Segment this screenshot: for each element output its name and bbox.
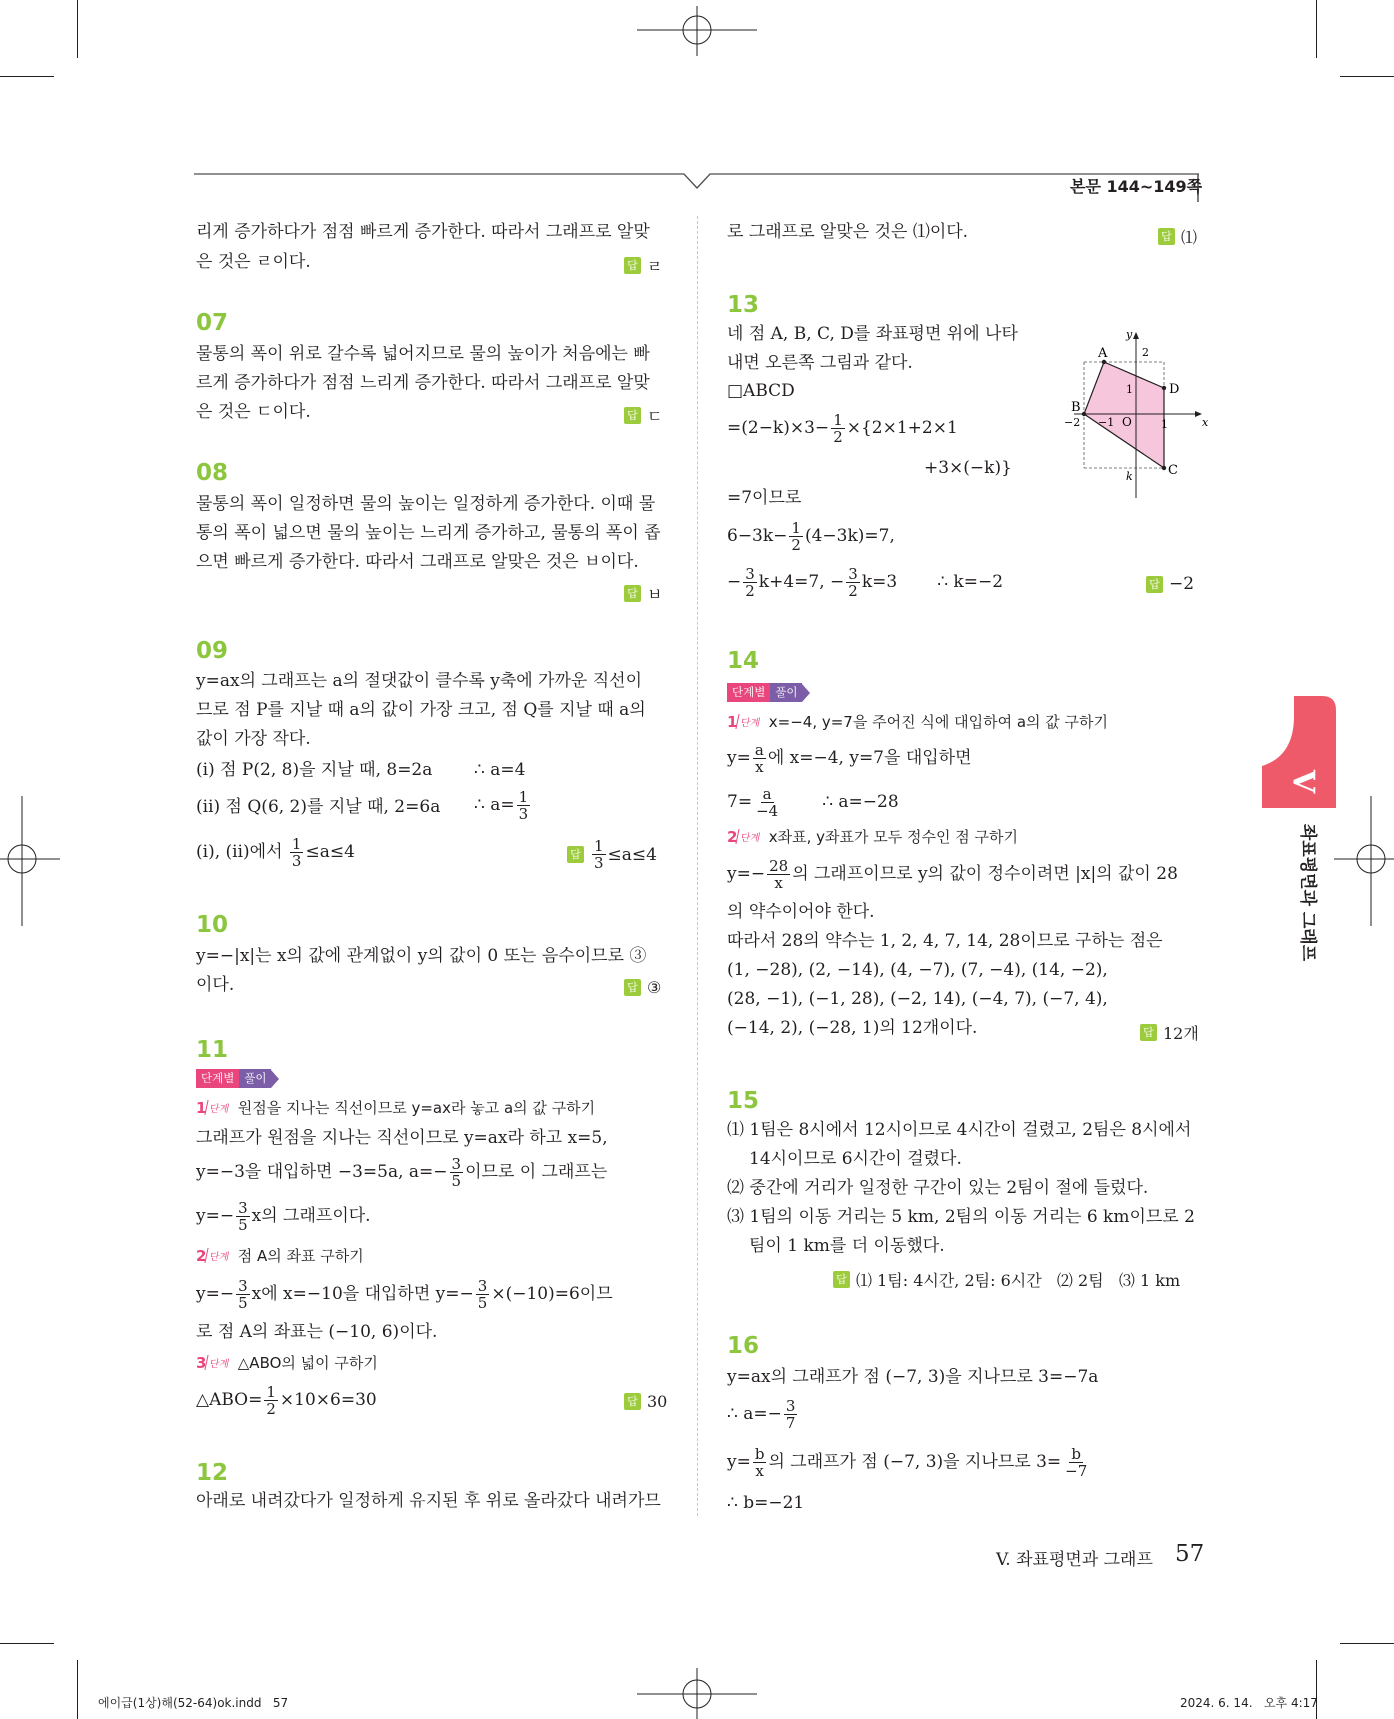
- fraction: $\frac{3}{5}$: [238, 1277, 248, 1312]
- text-line: y= $\frac{a}{x}$ 에 x=−4, y=7을 대입하면: [727, 741, 972, 776]
- tick-label: 2: [1142, 346, 1149, 359]
- text-line: y=− $\frac{28}{x}$ 의 그래프이므로 y의 값이 정수이려면 |x|의 값이 28: [727, 857, 1178, 892]
- answer: 답 30: [624, 1392, 667, 1411]
- case-result: ∴ a=4: [474, 760, 526, 780]
- coordinate-graph: [1062, 322, 1210, 502]
- answer: 답 $\frac{1}{3}$ ≤a≤4: [567, 838, 657, 871]
- fraction: $\frac{3}{2}$: [848, 565, 858, 600]
- problem-number: 14: [727, 648, 760, 674]
- text-line: 따라서 28의 약수는 1, 2, 4, 7, 14, 28이므로 구하는 점은: [727, 931, 1163, 951]
- intro-line: 은 것은 ㄹ이다.: [196, 252, 311, 272]
- answer-badge: 답: [1140, 1024, 1157, 1041]
- crop-mark: [1316, 0, 1317, 58]
- text-line: 이다.: [196, 975, 235, 995]
- problem-number: 09: [196, 638, 229, 664]
- tick-label: −2: [1064, 416, 1081, 429]
- crop-mark: [0, 76, 54, 77]
- registration-mark-bottom: [637, 1668, 757, 1719]
- text-line: 팀이 1 km를 더 이동했다.: [749, 1236, 945, 1256]
- chapter-title: 좌표평면과 그래프: [1297, 823, 1318, 962]
- crop-mark: [0, 1643, 54, 1644]
- problem-number: 08: [196, 460, 229, 486]
- text-line: y=− $\frac{3}{5}$ x에 x=−10을 대입하면 y=− $\frac{3}{5}$ ×(−10)=6이므: [196, 1277, 613, 1312]
- fraction: $\frac{1}{3}$: [518, 788, 529, 823]
- case-line: (ⅱ) 점 Q(6, 2)를 지날 때, 2=6a: [196, 797, 441, 817]
- answer-badge: 답: [624, 585, 641, 602]
- tick-label: 1: [1126, 383, 1133, 396]
- text-line: 내면 오른쪽 그림과 같다.: [727, 353, 913, 373]
- answer: 답 ③: [624, 978, 661, 997]
- text-line: □ABCD: [727, 381, 795, 401]
- text-line: 물통의 폭이 일정하면 물의 높이는 일정하게 증가한다. 이때 물: [196, 494, 656, 514]
- crop-mark: [77, 0, 78, 58]
- fraction: $\frac{3}{5}$: [451, 1155, 462, 1190]
- tick-label: 1: [1161, 418, 1168, 431]
- step-heading: 2 단계 점 A의 좌표 구하기: [196, 1246, 364, 1265]
- text-line: 6−3k− $\frac{1}{2}$ (4−3k)=7,: [727, 519, 895, 554]
- text-line: ⑵ 중간에 거리가 일정한 구간이 있는 2팀이 절에 들렀다.: [727, 1178, 1149, 1198]
- answer-badge: 답: [1158, 228, 1175, 245]
- crop-mark: [77, 1660, 78, 1719]
- text-line: 물통의 폭이 위로 갈수록 넓어지므로 물의 높이가 처음에는 빠: [196, 344, 650, 364]
- registration-mark-top: [637, 6, 757, 56]
- step-solution-badge: 단계별 풀이: [727, 683, 810, 702]
- y-axis-label: y: [1126, 328, 1133, 341]
- text-line: 네 점 A, B, C, D를 좌표평면 위에 나타: [727, 324, 1018, 344]
- fraction: $\frac{3}{5}$: [238, 1199, 248, 1234]
- problem-number: 16: [727, 1333, 760, 1359]
- fraction: $\frac{b}{x}$: [754, 1445, 765, 1480]
- answer-badge: 답: [624, 257, 641, 274]
- answer: 답 12개: [1140, 1021, 1199, 1044]
- point-label-c: C: [1168, 463, 1178, 478]
- point-label-d: D: [1169, 382, 1180, 397]
- step-heading: 2 단계 x좌표, y좌표가 모두 정수인 점 구하기: [727, 827, 1018, 846]
- step-heading: 1 단계 x=−4, y=7을 주어진 식에 대입하여 a의 값 구하기: [727, 712, 1108, 731]
- text-line: (−14, 2), (−28, 1)의 12개이다.: [727, 1018, 978, 1038]
- text-line: 값이 가장 작다.: [196, 729, 311, 749]
- text-line: (1, −28), (2, −14), (4, −7), (7, −4), (14, −2),: [727, 960, 1108, 980]
- problem-number: 15: [727, 1088, 760, 1114]
- problem-number: 13: [727, 292, 760, 318]
- text-line: 통의 폭이 넓으면 물의 높이는 느리게 증가하고, 물통의 폭이 좁: [196, 523, 661, 543]
- text-line: 아래로 내려갔다가 일정하게 유지된 후 위로 올라갔다 내려가므: [196, 1491, 661, 1511]
- text-line: 므로 점 P를 지날 때 a의 값이 가장 크고, 점 Q를 지날 때 a의: [196, 700, 646, 720]
- answer-badge: 답: [624, 1393, 641, 1410]
- answer-badge: 답: [567, 846, 584, 863]
- step-heading: 3 단계 △ABO의 넓이 구하기: [196, 1353, 378, 1372]
- answer-badge: 답: [1146, 576, 1163, 593]
- text-line: 로 점 A의 좌표는 (−10, 6)이다.: [196, 1322, 438, 1342]
- fraction: $\frac{a}{-4}$: [756, 785, 779, 820]
- fraction: $\frac{a}{x}$: [754, 741, 764, 776]
- fraction: $\frac{3}{2}$: [745, 565, 755, 600]
- intro-line: 로 그래프로 알맞은 것은 ⑴이다.: [727, 222, 969, 242]
- fraction: $\frac{b}{-7}$: [1065, 1445, 1088, 1480]
- text-line: y= $\frac{b}{x}$ 의 그래프가 점 (−7, 3)을 지나므로 3= $\frac{b}{-7}$: [727, 1445, 1088, 1480]
- answer: 답 ㄷ: [624, 404, 662, 427]
- fraction: $\frac{1}{3}$: [291, 835, 302, 870]
- problem-number: 12: [196, 1460, 229, 1486]
- column-divider: [697, 216, 698, 1516]
- footer-chapter: V. 좌표평면과 그래프: [996, 1550, 1153, 1570]
- text-line: y=−|x|는 x의 값에 관계없이 y의 값이 0 또는 음수이므로 ③: [196, 946, 647, 966]
- text-line: 은 것은 ㄷ이다.: [196, 402, 311, 422]
- fraction: $\frac{1}{2}$: [266, 1383, 276, 1418]
- text-line: 르게 증가하다가 점점 느리게 증가한다. 따라서 그래프로 알맞: [196, 373, 650, 393]
- crop-mark: [1340, 76, 1394, 77]
- fraction: $\frac{3}{7}$: [785, 1397, 796, 1432]
- point-label-b: B: [1071, 400, 1081, 415]
- case-line: (ⅰ) 점 P(2, 8)을 지날 때, 8=2a: [196, 760, 433, 780]
- fraction: $\frac{1}{2}$: [833, 411, 843, 446]
- text-line: y=−3을 대입하면 −3=5a, a=− $\frac{3}{5}$ 이므로 이 그래프는: [196, 1155, 608, 1190]
- fraction: $\frac{3}{5}$: [477, 1277, 488, 1312]
- text-line: 그래프가 원점을 지나는 직선이므로 y=ax라 하고 x=5,: [196, 1128, 608, 1148]
- tick-label: −1: [1098, 416, 1115, 429]
- chapter-roman: V: [1285, 769, 1321, 794]
- text-line: 으면 빠르게 증가한다. 따라서 그래프로 알맞은 것은 ㅂ이다.: [196, 552, 639, 572]
- text-line: 14시이므로 6시간이 걸렸다.: [749, 1149, 962, 1169]
- answer: 답 ⑴ 1팀: 4시간, 2팀: 6시간 ⑵ 2팀 ⑶ 1 km: [833, 1268, 1180, 1291]
- problem-number: 11: [196, 1037, 229, 1063]
- text-line: 7= $\frac{a}{-4}$ ∴ a=−28: [727, 785, 899, 820]
- point-label-a: A: [1098, 346, 1108, 361]
- text-line: ⑶ 1팀의 이동 거리는 5 km, 2팀의 이동 거리는 6 km이므로 2: [727, 1207, 1195, 1227]
- problem-number: 10: [196, 912, 229, 938]
- conclusion: (ⅰ), (ⅱ)에서 $\frac{1}{3}$ ≤a≤4: [196, 835, 355, 870]
- text-line: =7이므로: [727, 488, 802, 508]
- tick-label: k: [1126, 470, 1133, 483]
- text-line: =(2−k)×3− $\frac{1}{2}$ ×{2×1+2×1: [727, 411, 958, 446]
- text-line: y=ax의 그래프가 점 (−7, 3)을 지나므로 3=−7a: [727, 1367, 1099, 1387]
- text-line: 의 약수이어야 한다.: [727, 902, 875, 922]
- answer: 답 ㄹ: [624, 254, 662, 277]
- answer: 답 ㅂ: [624, 582, 662, 605]
- text-line: ∴ b=−21: [727, 1493, 805, 1513]
- origin-label: O: [1122, 415, 1132, 429]
- print-date: 2024. 6. 14. 오후 4:17: [1180, 1696, 1318, 1710]
- registration-mark-right: [1334, 796, 1394, 926]
- case-result: ∴ a= $\frac{1}{3}$: [474, 788, 529, 823]
- header-rule: [194, 168, 1203, 204]
- text-line: (28, −1), (−1, 28), (−2, 14), (−4, 7), (−7, 4),: [727, 989, 1108, 1009]
- registration-mark-left: [0, 796, 60, 926]
- answer: 답 −2: [1146, 574, 1194, 594]
- text-line: +3×(−k)}: [924, 458, 1012, 478]
- step-solution-badge: 단계별 풀이: [196, 1069, 279, 1088]
- fraction: $\frac{28}{x}$: [769, 857, 789, 892]
- step-heading: 1 단계 원점을 지나는 직선이므로 y=ax라 놓고 a의 값 구하기: [196, 1098, 596, 1117]
- answer: 답 ⑴: [1158, 225, 1197, 248]
- text-line: y=− $\frac{3}{5}$ x의 그래프이다.: [196, 1199, 371, 1234]
- answer-badge: 답: [624, 407, 641, 424]
- x-axis-label: x: [1202, 416, 1209, 429]
- fraction: $\frac{1}{2}$: [791, 519, 801, 554]
- intro-line: 리게 증가하다가 점점 빠르게 증가한다. 따라서 그래프로 알맞: [196, 222, 650, 242]
- text-line: △ABO= $\frac{1}{2}$ ×10×6=30: [196, 1383, 377, 1418]
- text-line: ∴ a=− $\frac{3}{7}$: [727, 1397, 796, 1432]
- fraction: $\frac{1}{3}$: [594, 837, 604, 872]
- page-range: 본문 144~149쪽: [1070, 177, 1203, 196]
- page-number: 57: [1175, 1541, 1205, 1567]
- problem-number: 07: [196, 310, 229, 336]
- answer-badge: 답: [624, 979, 641, 996]
- text-line: − $\frac{3}{2}$ k+4=7, − $\frac{3}{2}$ k=3 ∴ k=−2: [727, 565, 1004, 600]
- text-line: ⑴ 1팀은 8시에서 12시이므로 4시간이 걸렸고, 2팀은 8시에서: [727, 1120, 1192, 1140]
- text-line: y=ax의 그래프는 a의 절댓값이 클수록 y축에 가까운 직선이: [196, 671, 642, 691]
- crop-mark: [1340, 1643, 1394, 1644]
- file-info: 에이급(1상)해(52-64)ok.indd 57: [98, 1696, 289, 1710]
- answer-badge: 답: [833, 1271, 850, 1288]
